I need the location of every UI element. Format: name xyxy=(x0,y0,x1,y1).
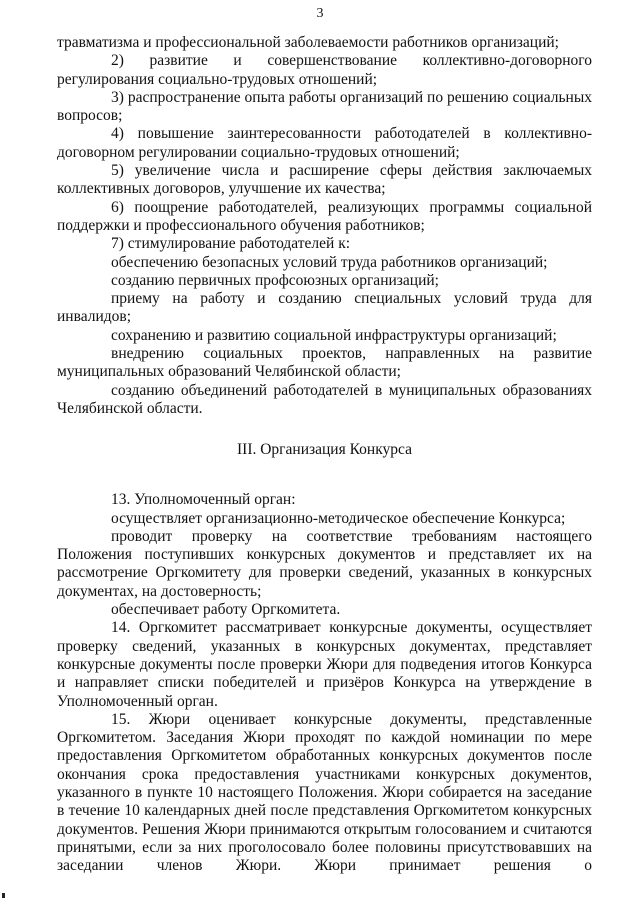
paragraph: 6) поощрение работодателей, реализующих программы социальной поддержки и профессионального обучения работников; xyxy=(57,198,592,234)
paragraph: обеспечению безопасных условий труда работников организаций; xyxy=(111,253,548,271)
paragraph: 14. Оргкомитет рассматривает конкурсные документы, осуществляет проверку сведений, указанных в конкурсных документах, представляет конкурсные документы после проверки Жюри для подведения итогов Конкурса и направляет списки победителей и призёров Конкурса на утверждение в Уполномоченный орган. xyxy=(57,619,592,710)
paragraph: приему на работу и созданию специальных условий труда для инвалидов; xyxy=(57,290,592,326)
paragraph: 7) стимулирование работодателей к: xyxy=(111,235,351,253)
paragraphs-after-heading xyxy=(57,491,592,875)
scan-mark xyxy=(2,893,5,898)
document-body xyxy=(57,34,592,875)
paragraph: травматизма и профессиональной заболеваемости работников организаций; xyxy=(57,34,559,51)
paragraph: обеспечивает работу Оргкомитета. xyxy=(111,601,341,619)
paragraph: 13. Уполномоченный орган: xyxy=(111,491,296,509)
paragraph: 3) распространение опыта работы организаций по решению социальных вопросов; xyxy=(57,88,592,125)
paragraph: созданию объединений работодателей в муниципальных образованиях Челябинской области. xyxy=(57,381,592,417)
paragraph: проводит проверку на соответствие требованиям настоящего Положения поступивших конкурсных документов и представляет их на рассмотрение Оргкомитету для проверки сведений, указанных в конкурсных документах, на достоверность; xyxy=(57,527,592,600)
paragraph: 4) повышение заинтересованности работодателей в коллективно-договорном регулировании социально-трудовых отношений; xyxy=(57,125,592,161)
paragraph: 2) развитие и совершенствование коллективно-договорного регулирования социально-трудовых отношений; xyxy=(57,52,592,88)
paragraph: 5) увеличение числа и расширение сферы действия заключаемых коллективных договоров, улучшение их качества; xyxy=(57,162,592,198)
paragraph: созданию первичных профсоюзных организаций; xyxy=(111,271,439,289)
paragraphs-before-heading xyxy=(57,34,592,418)
paragraph: внедрению социальных проектов, направленных на развитие муниципальных образований Челябинской области; xyxy=(57,345,592,381)
paragraph: сохранению и развитию социальной инфраструктуры организаций; xyxy=(111,326,557,344)
paragraph: осуществляет организационно-методическое обеспечение Конкурса; xyxy=(111,509,566,527)
page-number: 3 xyxy=(316,6,324,21)
paragraph: 15. Жюри оценивает конкурсные документы, представленные Оргкомитетом. Заседания Жюри проходят по каждой номинации по мере предоставления Оргкомитетом обработанных конкурсных документов после окончания срока предоставления участниками конкурсных документов, указанного в пункте 10 настоящего Положения. Жюри собирается на заседание в течение 10 календарных дней после представления Оргкомитетом конкурсных документов. Решения Жюри принимаются открытым голосованием и считаются принятыми, если за них проголосовало более половины присутствовавших на заседании членов Жюри. Жюри принимает решения о xyxy=(57,710,592,875)
section-heading: III. Организация Конкурса xyxy=(237,441,412,459)
